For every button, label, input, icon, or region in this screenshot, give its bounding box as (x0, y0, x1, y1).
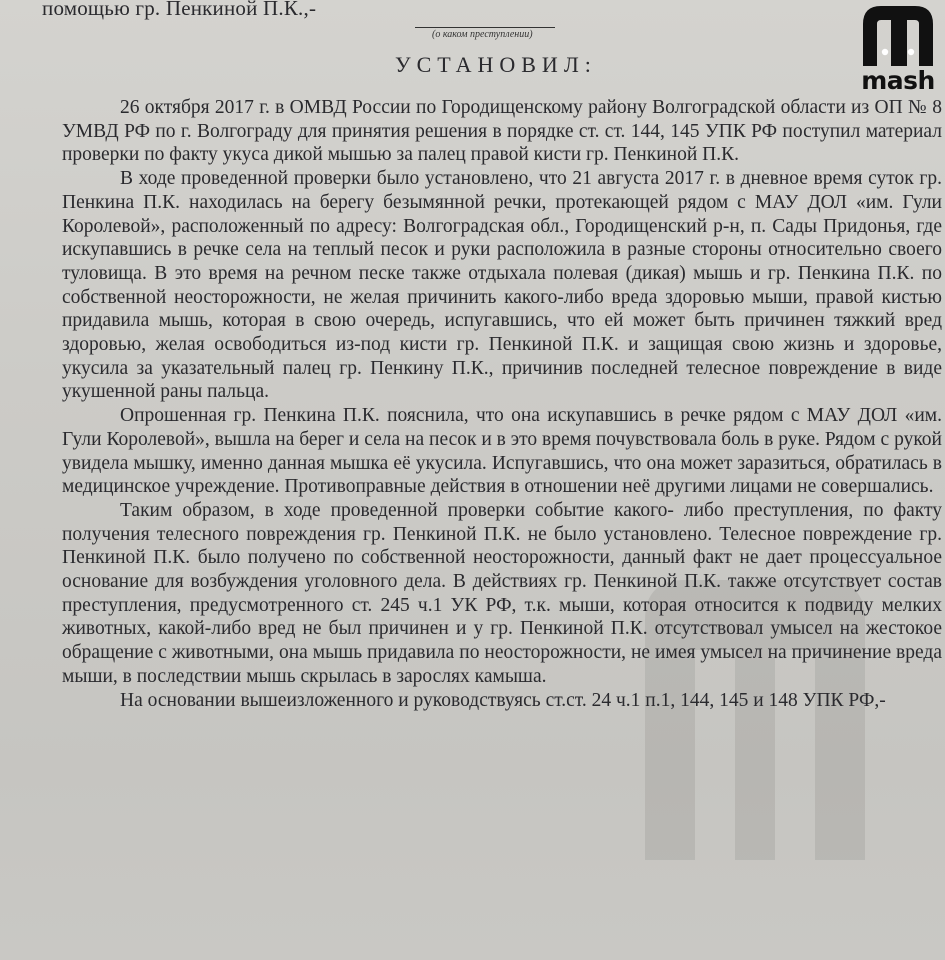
mash-logo-text: mash (861, 66, 935, 95)
section-heading: УСТАНОВИЛ: (395, 52, 597, 77)
paragraph: Опрошенная гр. Пенкина П.К. пояснила, что она искупавшись в речке рядом с МАУ ДОЛ «им. Гули Королевой», вышла на берег и села на песок и в это время почувствовала боль в руке. Рядом с рукой увидела мышку, именно данная мышка её укусила. Испугавшись, что она может заразиться, обратилась в медицинское учреждение. Противоправные действия в отношении неё другими лицами не совершались. (62, 405, 942, 498)
paragraph: На основании вышеизложенного и руководствуясь ст.ст. 24 ч.1 п.1, 144, 145 и 148 УПК РФ,- (120, 689, 886, 711)
mash-logo-icon (861, 2, 935, 68)
top-line-text: помощью гр. Пенкиной П.К.,- (42, 0, 317, 20)
field-caption: (о каком преступлении) (432, 29, 533, 40)
underline-rule (415, 27, 555, 28)
document-body (62, 96, 942, 712)
paragraph: В ходе проведенной проверки было установлено, что 21 августа 2017 г. в дневное время суток гр. Пенкина П.К. находилась на берегу безымянной речки, протекающей рядом с МАУ ДОЛ «им. Гули Королевой», расположенный по адресу: Волгоградская обл., Городищенский р-н, п. Сады Придонья, где искупавшись в речке села на теплый песок и руки расположила в разные стороны относительно своего туловища. В это время на речном песке также отдыхала полевая (дикая) мышь и гр. Пенкина П.К. по собственной неосторожности, не желая причинить какого-либо вреда здоровью мыши, правой кистью придавила мышь, которая в свою очередь, испугавшись, что ей может быть причинен тяжкий вред здоровью, желая освободиться из-под кисти гр. Пенкиной П.К. и защищая свою жизнь и здоровье, укусила за указательный палец гр. Пенкину П.К., причинив последней телесное повреждение в виде укушенной раны пальца. (62, 168, 942, 403)
paragraph: Таким образом, в ходе проведенной проверки событие какого- либо преступления, по факту получения телесного повреждения гр. Пенкиной П.К. не было установлено. Телесное повреждение гр. Пенкиной П.К. было получено по собственной неосторожности, данный факт не дает процессуальное основание для возбуждения уголовного дела. В действиях гр. Пенкиной П.К. также отсутствует состав преступления, предусмотренного ст. 245 ч.1 УК РФ, т.к. мыши, которая относится к подвиду мелких животных, какой-либо вред не был причинен и у гр. Пенкиной П.К. отсутствовал умысел на жестокое обращение с животными, она мышь придавила по неосторожности, не имея умысел на причинение вреда мыши, в последствии мышь скрылась в зарослях камыша. (62, 499, 942, 687)
mash-logo (857, 2, 939, 102)
paragraph: 26 октября 2017 г. в ОМВД России по Городищенскому району Волгоградской области из ОП № 8 УМВД РФ по г. Волгограду для принятия решения в порядке ст. ст. 144, 145 УПК РФ поступил материал проверки по факту укуса дикой мышью за палец правой кисти гр. Пенкиной П.К. (62, 97, 942, 166)
